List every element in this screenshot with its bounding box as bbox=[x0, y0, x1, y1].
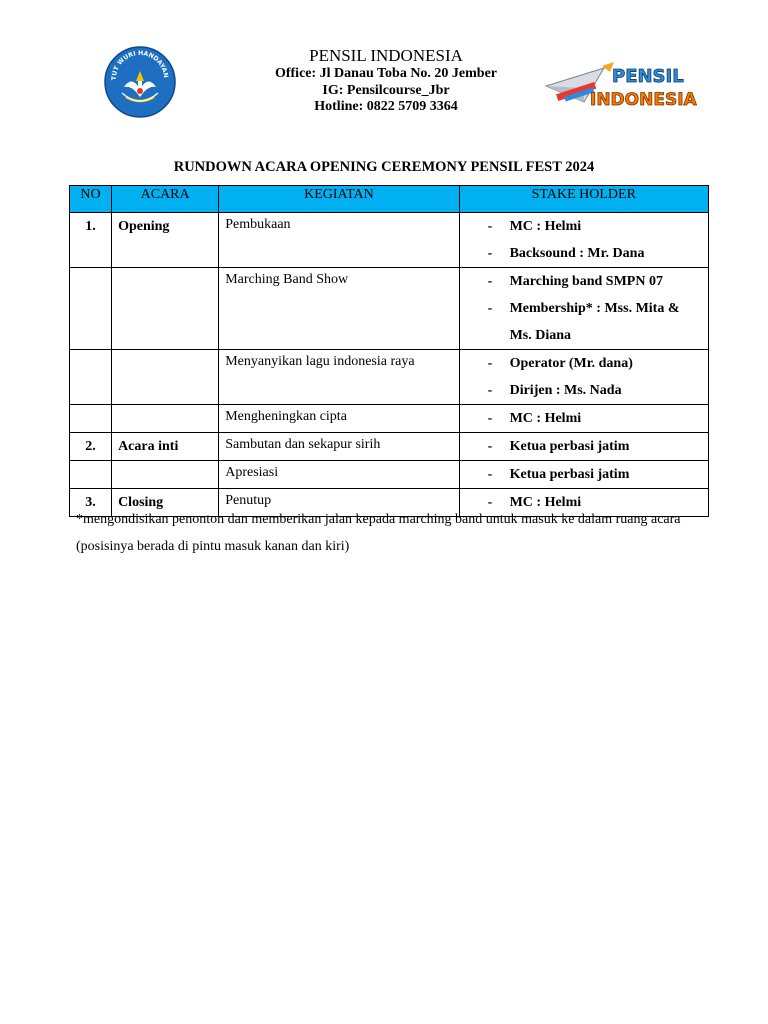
stakeholder-text: MC : Helmi bbox=[509, 495, 582, 510]
kegiatan-cell: Mengheningkan cipta bbox=[219, 405, 459, 433]
row-number: 2. bbox=[70, 433, 112, 461]
bullet-dash: - bbox=[487, 274, 493, 289]
stakeholder-text: MC : Helmi bbox=[509, 219, 582, 234]
tut-wuri-handayani-emblem-icon bbox=[104, 45, 176, 119]
bullet-dash: - bbox=[487, 356, 493, 371]
stakeholder-text: Membership* : Mss. Mita & Ms. Diana bbox=[509, 301, 680, 343]
stakeholder-cell bbox=[459, 461, 708, 489]
table-row bbox=[70, 268, 709, 350]
acara-cell: Acara inti bbox=[112, 433, 219, 461]
acara-cell bbox=[112, 461, 219, 489]
table-header-row bbox=[70, 186, 709, 213]
office-address: Office: Jl Danau Toba No. 20 Jember bbox=[274, 66, 498, 81]
stakeholder-text: Dirijen : Ms. Nada bbox=[509, 383, 622, 398]
stakeholder-list bbox=[466, 433, 702, 460]
stakeholder-item bbox=[466, 240, 702, 267]
stakeholder-cell bbox=[459, 433, 708, 461]
acara-cell: Closing bbox=[112, 489, 219, 517]
stakeholder-text: Ketua perbasi jatim bbox=[509, 467, 630, 482]
row-number bbox=[70, 268, 112, 350]
instagram-handle: IG: Pensilcourse_Jbr bbox=[322, 82, 450, 98]
stakeholder-item bbox=[466, 295, 702, 349]
stakeholder-cell bbox=[459, 268, 708, 350]
bullet-dash: - bbox=[487, 495, 493, 510]
pensil-indonesia-logo-icon bbox=[544, 58, 706, 112]
kegiatan-cell: Pembukaan bbox=[219, 213, 459, 268]
table-row bbox=[70, 433, 709, 461]
column-header-no: NO bbox=[70, 186, 112, 213]
acara-cell: Opening bbox=[112, 213, 219, 268]
bullet-dash: - bbox=[487, 219, 493, 234]
stakeholder-list bbox=[466, 405, 702, 432]
row-number bbox=[70, 461, 112, 489]
stakeholder-item bbox=[466, 433, 702, 460]
acara-cell bbox=[112, 268, 219, 350]
stakeholder-item bbox=[466, 461, 702, 488]
stakeholder-item bbox=[466, 213, 702, 240]
stakeholder-item bbox=[466, 350, 702, 377]
bullet-dash: - bbox=[487, 467, 493, 482]
kegiatan-cell: Menyanyikan lagu indonesia raya bbox=[219, 350, 459, 405]
document-title: RUNDOWN ACARA OPENING CEREMONY PENSIL FEST 2024 bbox=[173, 159, 595, 175]
stakeholder-list bbox=[466, 461, 702, 488]
stakeholder-cell bbox=[459, 405, 708, 433]
bullet-dash: - bbox=[487, 246, 493, 261]
column-header-kegiatan: KEGIATAN bbox=[219, 186, 459, 213]
kegiatan-cell: Apresiasi bbox=[219, 461, 459, 489]
stakeholder-item bbox=[466, 405, 702, 432]
stakeholder-cell bbox=[459, 213, 708, 268]
stakeholder-text: Operator (Mr. dana) bbox=[509, 356, 633, 371]
row-number bbox=[70, 350, 112, 405]
acara-cell bbox=[112, 405, 219, 433]
bullet-dash: - bbox=[487, 439, 493, 454]
kegiatan-cell: Penutup bbox=[219, 489, 459, 517]
stakeholder-text: Marching band SMPN 07 bbox=[509, 274, 663, 289]
stakeholder-text: MC : Helmi bbox=[509, 411, 582, 426]
kegiatan-cell: Sambutan dan sekapur sirih bbox=[219, 433, 459, 461]
table-row bbox=[70, 461, 709, 489]
column-header-acara: ACARA bbox=[112, 186, 219, 213]
bullet-dash: - bbox=[487, 411, 493, 426]
table-row bbox=[70, 405, 709, 433]
hotline-number: Hotline: 0822 5709 3364 bbox=[314, 99, 458, 114]
row-number: 3. bbox=[70, 489, 112, 517]
row-number: 1. bbox=[70, 213, 112, 268]
organization-name: PENSIL INDONESIA bbox=[309, 46, 463, 65]
acara-cell bbox=[112, 350, 219, 405]
kegiatan-cell: Marching Band Show bbox=[219, 268, 459, 350]
stakeholder-cell bbox=[459, 350, 708, 405]
stakeholder-item bbox=[466, 268, 702, 295]
row-number bbox=[70, 405, 112, 433]
emblem-text: TUT WURI HANDAYAN bbox=[110, 49, 170, 81]
stakeholder-list bbox=[466, 350, 702, 404]
column-header-stake-holder: STAKE HOLDER bbox=[459, 186, 708, 213]
letterhead bbox=[236, 46, 536, 116]
stakeholder-list bbox=[466, 268, 702, 349]
footnote: *mengondisikan penonton dan memberikan jalan kepada marching band untuk masuk ke dalam ruang acara (posisinya berada di pintu masuk kanan dan kiri) bbox=[76, 512, 681, 554]
logo-word-pensil: PENSIL bbox=[612, 66, 684, 87]
rundown-table bbox=[69, 185, 709, 517]
bullet-dash: - bbox=[487, 383, 493, 398]
stakeholder-text: Backsound : Mr. Dana bbox=[509, 246, 645, 261]
stakeholder-item bbox=[466, 377, 702, 404]
bullet-dash: - bbox=[487, 301, 493, 316]
stakeholder-text: Ketua perbasi jatim bbox=[509, 439, 630, 454]
logo-word-indonesia: INDONESIA bbox=[590, 90, 697, 110]
table-row bbox=[70, 350, 709, 405]
stakeholder-list bbox=[466, 213, 702, 267]
table-row bbox=[70, 213, 709, 268]
